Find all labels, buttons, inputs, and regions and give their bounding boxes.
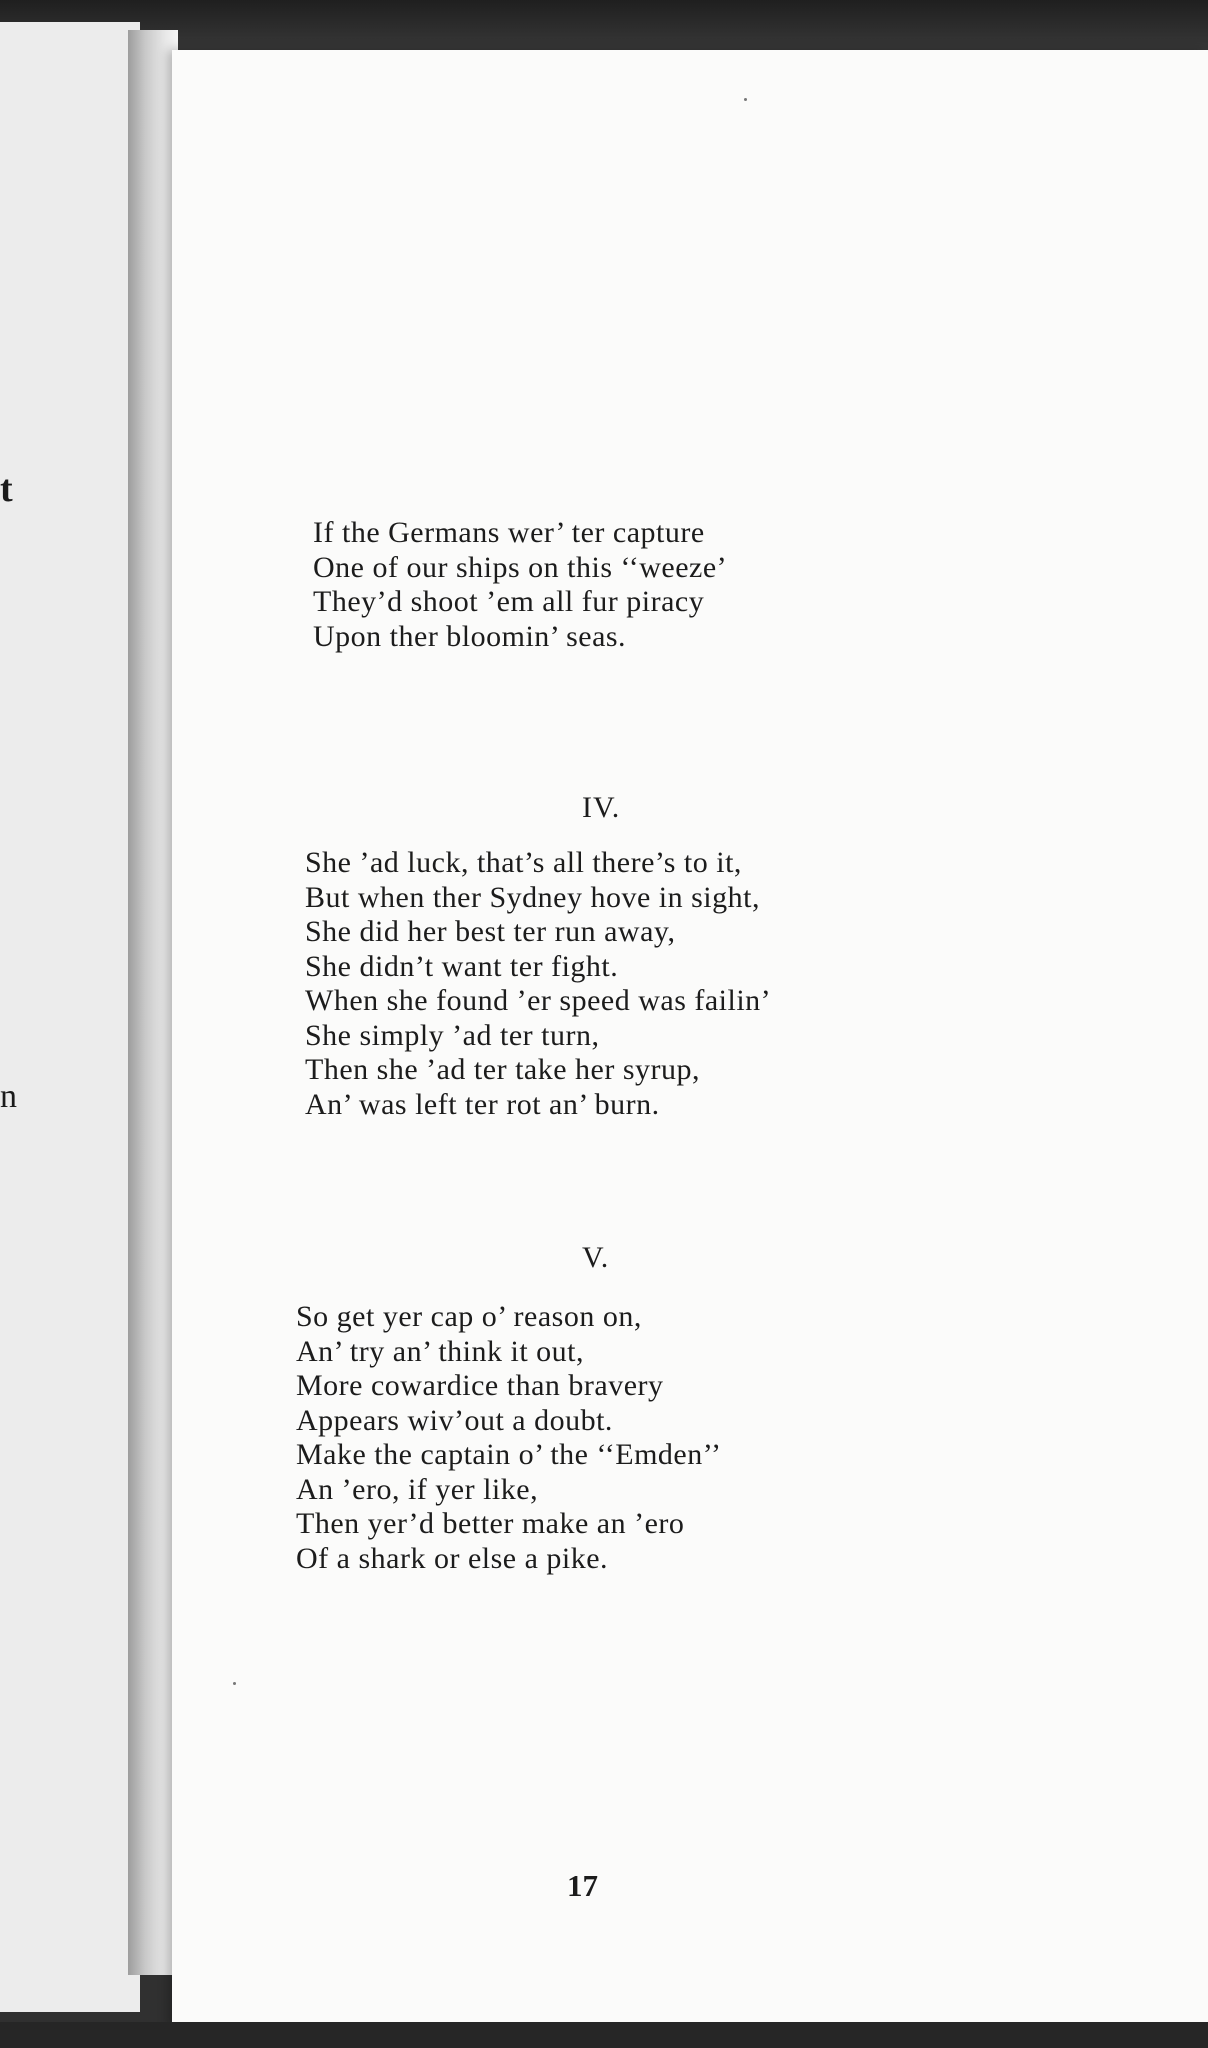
verse-line: She simply ’ad ter turn,: [305, 1018, 600, 1052]
page: [172, 50, 1208, 2028]
stanza-iv: [305, 846, 771, 1122]
verse-line: An’ was left ter rot an’ burn.: [305, 1087, 660, 1121]
verse-line: She ’ad luck, that’s all there’s to it,: [305, 846, 742, 879]
verse-line: They’d shoot ’em all fur piracy: [313, 585, 705, 618]
verse-line: One of our ships on this ‘‘weeze’: [313, 550, 728, 584]
page-number: 17: [567, 1868, 598, 1903]
verse-line: An ’ero, if yer like,: [296, 1472, 539, 1506]
verse-line: When she found ’er speed was failin’: [305, 984, 772, 1017]
verse-line: But when ther Sydney hove in sight,: [305, 880, 760, 914]
stanza-number-iv: IV.: [582, 791, 621, 824]
scanner-border-bottom: [0, 2022, 1208, 2048]
paper-speck: [744, 98, 747, 101]
verse-line: She did her best ter run away,: [305, 915, 676, 948]
stanza-continued: [313, 516, 727, 654]
verse-line: Make the captain o’ the ‘‘Emden’’: [296, 1438, 722, 1471]
verse-line: More cowardice than bravery: [296, 1369, 664, 1402]
page-gutter-shadow: [128, 30, 178, 1975]
verse-line: Then she ’ad ter take her syrup,: [305, 1053, 701, 1086]
verse-line: She didn’t want ter fight.: [305, 949, 619, 983]
previous-page: [0, 22, 140, 2012]
previous-page-edge-letter: n: [0, 1078, 17, 1115]
verse-line: If the Germans wer’ ter capture: [313, 516, 705, 549]
stanza-number-v: V.: [582, 1241, 610, 1274]
verse-line: So get yer cap o’ reason on,: [296, 1300, 642, 1333]
verse-line: Of a shark or else a pike.: [296, 1541, 609, 1575]
scanner-border-top: [0, 0, 1208, 55]
stanza-v: [296, 1300, 721, 1576]
verse-line: Upon ther bloomin’ seas.: [313, 619, 627, 653]
verse-line: Then yer’d better make an ’ero: [296, 1507, 685, 1540]
paper-speck: [233, 1682, 236, 1685]
verse-line: Appears wiv’out a doubt.: [296, 1403, 613, 1437]
previous-page-edge-letter: t: [0, 468, 13, 510]
verse-line: An’ try an’ think it out,: [296, 1334, 585, 1368]
